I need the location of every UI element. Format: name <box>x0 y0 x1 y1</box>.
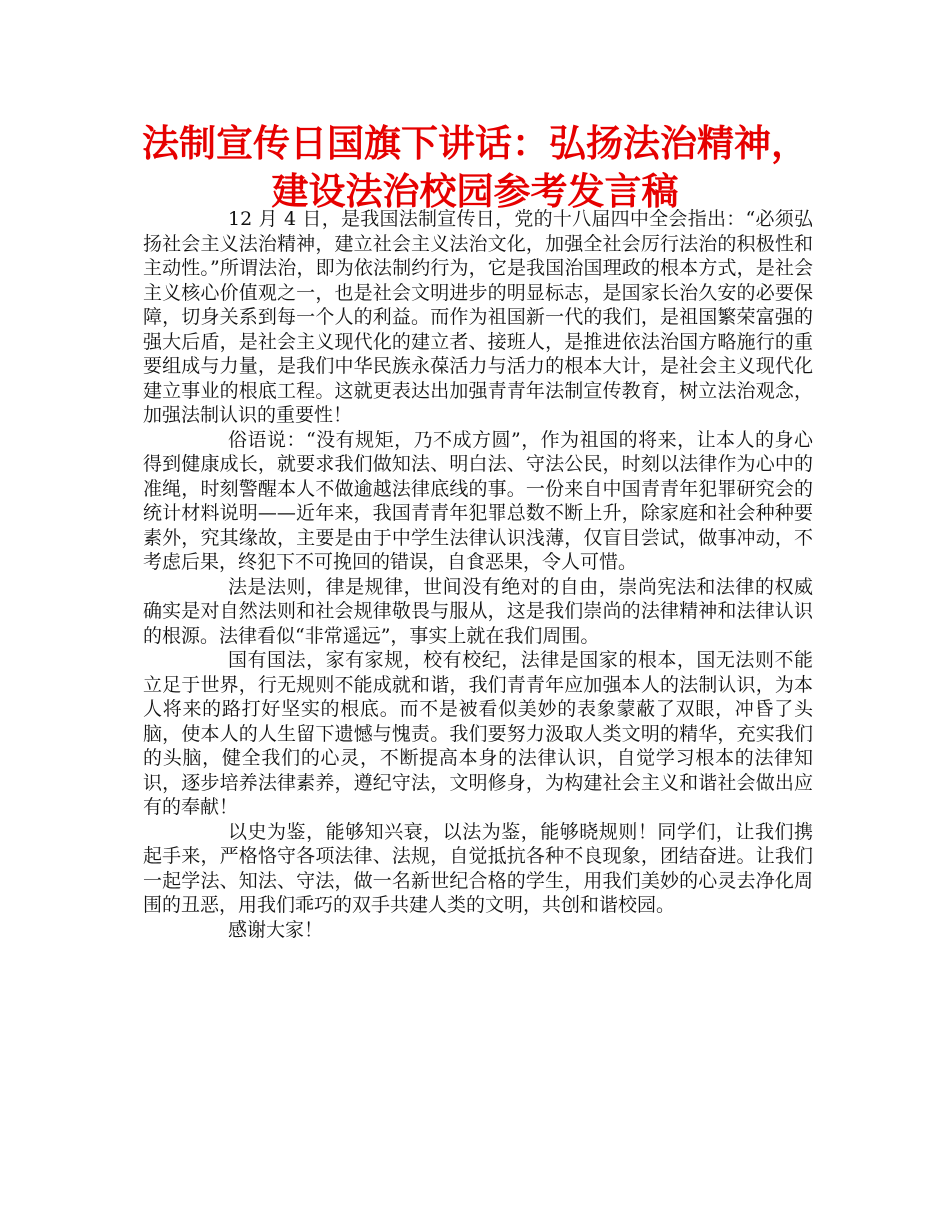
title-line-1: 法制宣传日国旗下讲话：弘扬法治精神， <box>142 122 808 165</box>
paragraph-3: 法是法则，律是规律，世间没有绝对的自由，崇尚宪法和法律的权威确实是对自然法则和社会规律敬畏与服从，这是我们崇尚的法律精神和法律认识的根源。法律看似“非常遥远”，事实上就在我们周围。 <box>143 575 813 647</box>
paragraph-2: 俗语说：“没有规矩，乃不成方圆”，作为祖国的将来，让本人的身心得到健康成长，就要求我们做知法、明白法、守法公民，时刻以法律作为心中的准绳，时刻警醒本人不做逾越法律底线的事。一份来自中国青青年犯罪研究会的统计材料说明——近年来，我国青青年犯罪总数不断上升，除家庭和社会种种要素外，究其缘故，主要是由于中学生法律认识浅薄，仅盲目尝试，做事冲动，不考虑后果，终犯下不可挽回的错误，自食恶果，令人可惜。 <box>143 428 813 573</box>
title-line-2: 建设法治校园参考发言稿 <box>271 170 679 213</box>
paragraph-4: 国有国法，家有家规，校有校纪，法律是国家的根本，国无法则不能立足于世界，行无规则不能成就和谐，我们青青年应加强本人的法制认识，为本人将来的路打好坚实的根底。而不是被看似美妙的表象蒙蔽了双眼，冲昏了头脑，使本人的人生留下遗憾与愧责。我们要努力汲取人类文明的精华，充实我们的头脑，健全我们的心灵，不断提高本身的法律认识，自觉学习根本的法律知识，逐步培养法律素养，遵纪守法，文明修身，为构建社会主义和谐社会做出应有的奉献！ <box>143 649 813 818</box>
document-title <box>100 120 850 216</box>
paragraph-1: 12 月 4 日，是我国法制宣传日，党的十八届四中全会指出：“必须弘扬社会主义法治精神，建立社会主义法治文化，加强全社会厉行法治的积极性和主动性。”所谓法治，即为依法制约行为，它是我国治国理政的根本方式，是社会主义核心价值观之一，也是社会文明进步的明显标志，是国家长治久安的必要保障，切身关系到每一个人的利益。而作为祖国新一代的我们，是祖国繁荣富强的强大后盾，是社会主义现代化的建立者、接班人，是推进依法治国方略施行的重要组成与力量，是我们中华民族永葆活力与活力的根本大计，是社会主义现代化建立事业的根底工程。这就更表达出加强青青年法制宣传教育，树立法治观念，加强法制认识的重要性！ <box>143 208 813 426</box>
paragraph-closing: 感谢大家！ <box>228 918 324 941</box>
paragraph-5: 以史为鉴，能够知兴衰，以法为鉴，能够晓规则！同学们，让我们携起手来，严格恪守各项法律、法规，自觉抵抗各种不良现象，团结奋进。让我们一起学法、知法、守法，做一名新世纪合格的学生，用我们美妙的心灵去净化周围的丑恶，用我们乖巧的双手共建人类的文明，共创和谐校园。 <box>143 820 813 916</box>
document-body <box>143 207 813 942</box>
